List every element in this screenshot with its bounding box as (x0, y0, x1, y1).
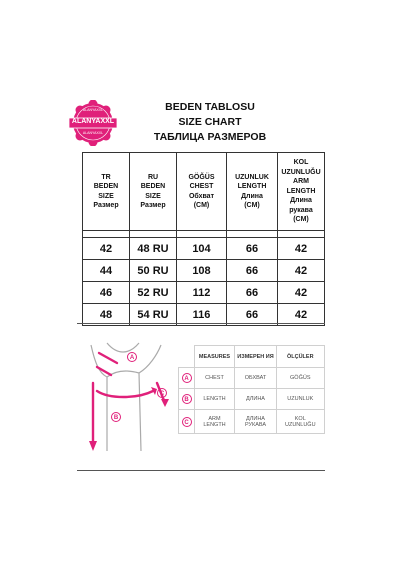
table-row: 46 52 RU 112 66 42 (83, 282, 325, 304)
header-olculer: ÖLÇÜLER (277, 346, 325, 368)
header-chest: GÖĞÜS CHEST Обхват (CM) (177, 153, 227, 231)
diagram-label-a: A (127, 352, 137, 362)
section-divider (77, 323, 325, 324)
logo-main-text: ALANYAXXL (71, 118, 115, 125)
measurement-row: A CHEST ОБХВАТ GÖĞÜS (179, 368, 325, 389)
badge-b: B (182, 394, 192, 404)
logo-bottom-text: ALANYAXXL (82, 131, 104, 135)
header-ru-size: RU BEDEN SIZE Размер (130, 153, 177, 231)
table-row: 42 48 RU 104 66 42 (83, 238, 325, 260)
header-arm-length: KOL UZUNLUĞU ARM LENGTH Длина рукава (CM) (278, 153, 325, 231)
measurement-row: C ARM LENGTH ДЛИНА РУКАВА KOL UZUNLUĞU (179, 410, 325, 434)
header-tr-size: TR BEDEN SIZE Размер (83, 153, 130, 231)
table-row: 48 54 RU 116 66 42 (83, 304, 325, 326)
measurement-row: B LENGTH ДЛИНА UZUNLUK (179, 389, 325, 410)
measurement-header-row (179, 346, 325, 368)
badge-c: C (182, 417, 192, 427)
header-measures: MEASURES (195, 346, 235, 368)
table-row: 44 50 RU 108 66 42 (83, 260, 325, 282)
bottom-divider (77, 470, 325, 471)
size-chart-table (82, 152, 325, 326)
diagram-label-b: B (111, 412, 121, 422)
measurement-panel (77, 325, 325, 460)
page-title (150, 100, 270, 145)
diagram-label-c: C (157, 388, 167, 398)
measurement-table (178, 345, 325, 434)
badge-a: A (182, 373, 192, 383)
header-izmereniya: ИЗМЕРЕН ИЯ (235, 346, 277, 368)
logo-top-text: ALANYAXXL (82, 108, 104, 112)
title-line-ru: ТАБЛИЦА РАЗМЕРОВ (153, 131, 267, 143)
title-line-en: SIZE CHART (178, 116, 242, 128)
header-length: UZUNLUK LENGTH Длина (CM) (227, 153, 278, 231)
size-table-header-row (83, 153, 325, 231)
title-line-tr: BEDEN TABLOSU (165, 101, 255, 113)
